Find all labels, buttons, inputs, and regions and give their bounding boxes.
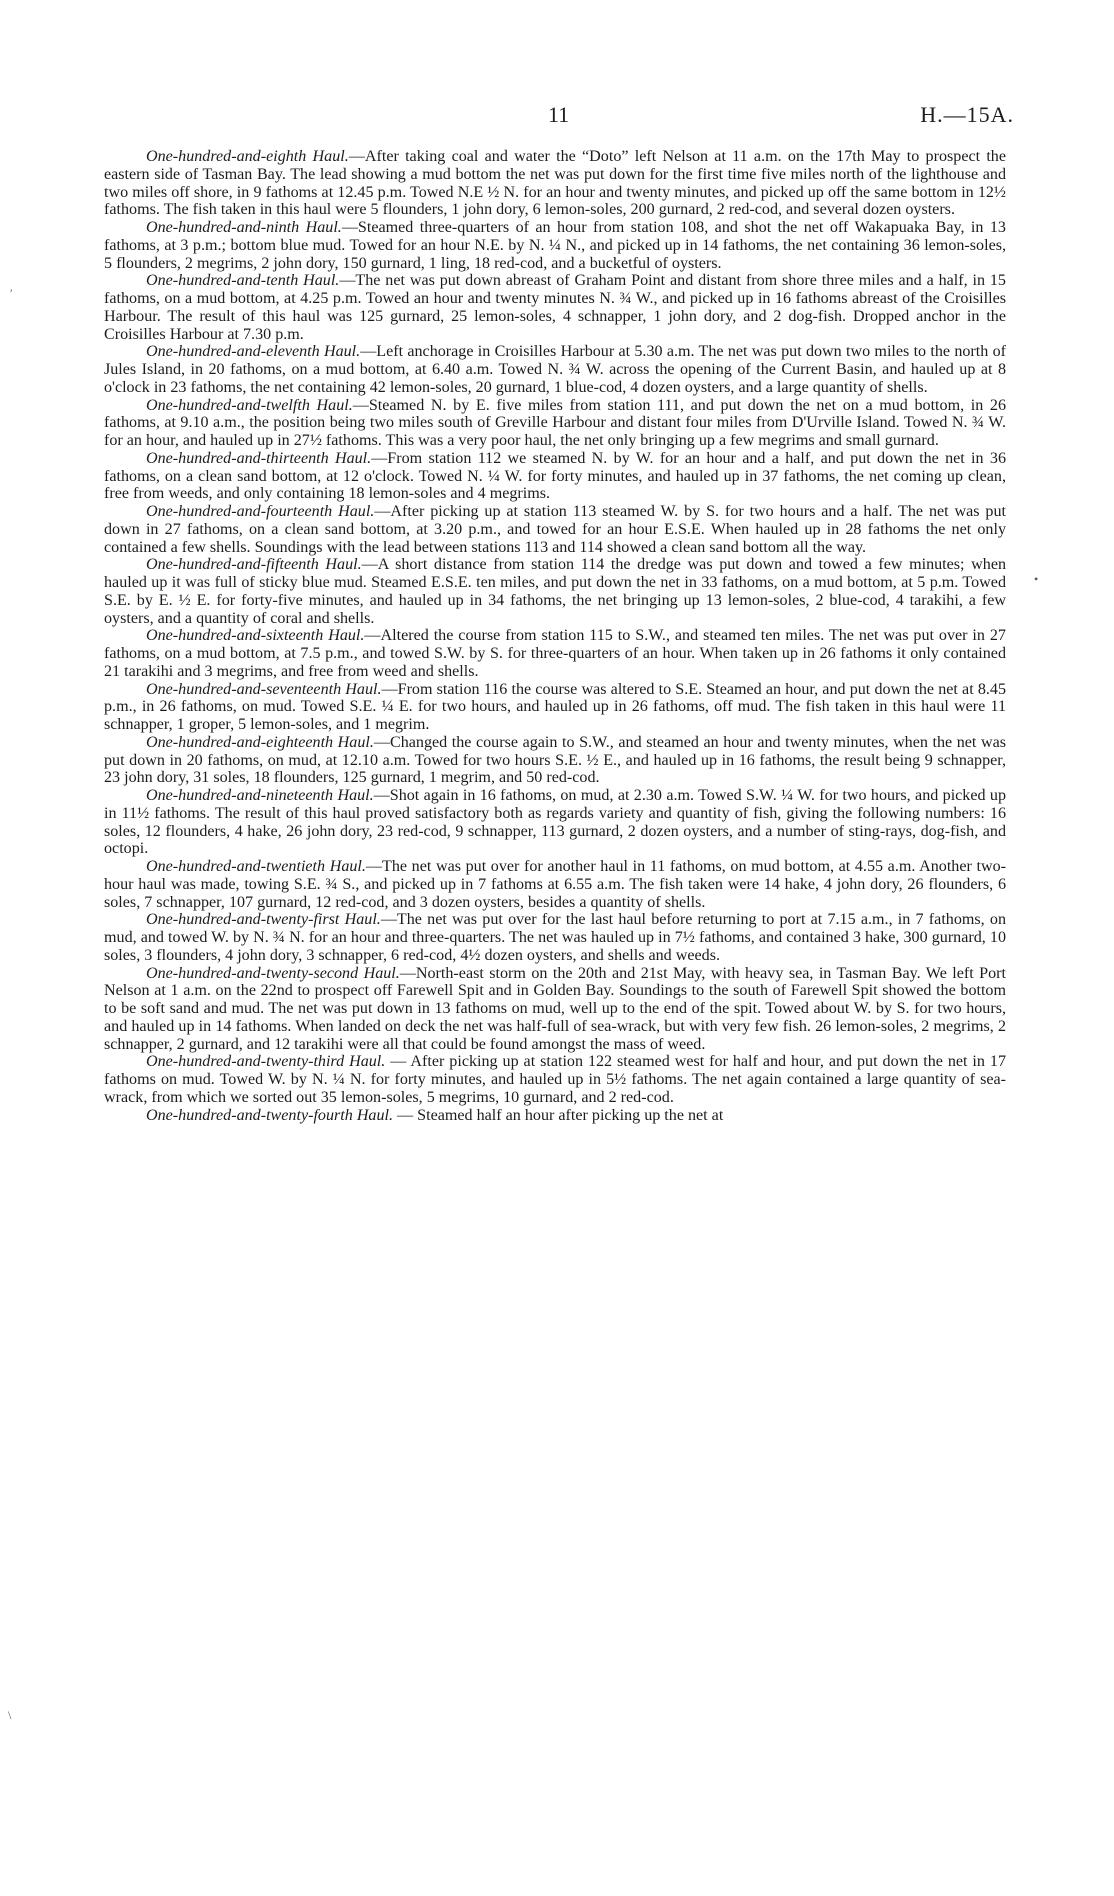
- haul-heading: One-hundred-and-fourteenth Haul.: [146, 503, 375, 520]
- haul-paragraph: [104, 965, 1006, 1054]
- haul-text: —Left anchorage in Croisilles Harbour at 5.30 a.m. The net was put down two miles to the north of Jules Island, in 20 fathoms, on a mud bottom, at 6.40 a.m. Towed N. ¾ W. across the opening of the Current Basin, and hauled up at 8 o'clock in 23 fathoms, the net containing 42 lemon-soles, 20 gurnard, 1 blue-cod, 4 dozen oysters, and a large quantity of shells.: [104, 343, 1007, 396]
- haul-paragraph: [104, 627, 1006, 680]
- haul-heading: One-hundred-and-seventeenth Haul.: [146, 680, 382, 698]
- haul-heading: One-hundred-and-twelfth Haul.: [146, 396, 353, 414]
- haul-heading: One-hundred-and-nineteenth Haul.: [146, 787, 374, 804]
- haul-heading: One-hundred-and-twenty-fourth Haul.: [146, 1106, 394, 1124]
- margin-mark: ′: [10, 286, 13, 300]
- haul-text: — Steamed half an hour after picking up the net at: [393, 1106, 724, 1124]
- haul-paragraph: [104, 787, 1006, 858]
- haul-paragraph: [104, 343, 1006, 396]
- haul-text: —Changed the course again to S.W., and steamed an hour and twenty minutes, when the net was put down in 20 fathoms, on mud, at 12.10 a.m. Towed for two hours S.E. ½ E., and hauled up in 16 fathoms, the result being 9 schnapper, 23 john dory, 31 soles, 18 flounders, 125 gurnard, 1 megrim, and 50 red-cod.: [104, 733, 1006, 787]
- haul-text: — After picking up at station 122 steamed west for half and hour, and put down the net in 17 fathoms on mud. Towed W. by N. ¼ N. for forty minutes, and hauled up in 5½ fathoms. The net again contained a large quantity of sea-wrack, from which we sorted out 35 lemon-soles, 5 megrims, 10 gurnard, and 2 red-cod.: [104, 1053, 1006, 1106]
- haul-paragraph: [104, 397, 1006, 450]
- haul-paragraph: [104, 911, 1006, 964]
- haul-paragraph: [104, 734, 1006, 787]
- document-reference: H.—15A.: [920, 102, 1014, 127]
- haul-heading: One-hundred-and-ninth Haul.: [146, 219, 342, 236]
- haul-text: —Altered the course from station 115 to S.W., and steamed ten miles. The net was put over in 27 fathoms, on a mud bottom, at 7.5 p.m., and towed S.W. by S. for three-quarters of an hour. When taken up in 26 fathoms it only contained 21 tarakihi and 3 megrims, and free from weed and shells.: [104, 627, 1006, 680]
- haul-paragraph: [104, 503, 1006, 556]
- haul-text: —Steamed N. by E. five miles from station 111, and put down the net on a mud bottom, in 26 fathoms, at 9.10 a.m., the position being two miles south of Greville Harbour and distant four miles from D'Urville Island. Towed N. ¾ W. for an hour, and hauled up in 27½ fathoms. This was a very poor haul, the net only bringing up a few megrims and small gurnard.: [104, 396, 1006, 449]
- haul-paragraph: [104, 148, 1006, 219]
- haul-paragraph: [104, 858, 1006, 911]
- page-number: 11: [548, 102, 570, 127]
- haul-paragraph: [104, 450, 1006, 503]
- haul-heading: One-hundred-and-eighteenth Haul.: [146, 733, 374, 751]
- haul-heading: One-hundred-and-twenty-second Haul.: [146, 964, 400, 982]
- haul-paragraph: [104, 1053, 1006, 1106]
- haul-heading: One-hundred-and-thirteenth Haul.: [146, 449, 372, 467]
- body-text: [104, 148, 1006, 1124]
- haul-text: —Steamed three-quarters of an hour from station 108, and shot the net off Wakapuaka Bay, in 13 fathoms, at 3 p.m.; bottom blue mud. Towed for an hour N.E. by N. ¼ N., and picked up in 14 fathoms, the net containing 36 lemon-soles, 5 flounders, 2 megrims, 2 john dory, 150 gurnard, 1 ling, 18 red-cod, and a bucketful of oysters.: [104, 219, 1006, 272]
- haul-text: —From station 116 the course was altered to S.E. Steamed an hour, and put down the net at 8.45 p.m., in 26 fathoms, on mud. Towed S.E. ¼ E. for two hours, and hauled up in 26 fathoms, off mud. The fish taken in this haul were 11 schnapper, 1 groper, 5 lemon-soles, and 1 megrim.: [104, 680, 1006, 733]
- haul-paragraph: [104, 219, 1006, 272]
- haul-text: —The net was put over for another haul in 11 fathoms, on mud bottom, at 4.55 a.m. Another two-hour haul was made, towing S.E. ¾ S., and picked up in 7 fathoms at 6.55 a.m. The fish taken were 14 hake, 4 john dory, 26 flounders, 6 soles, 7 schnapper, 107 gurnard, 12 red-cod, and 3 dozen oysters, besides a quantity of shells.: [104, 858, 1006, 911]
- haul-paragraph: [104, 556, 1006, 627]
- haul-paragraph: [104, 1107, 1006, 1125]
- haul-paragraph: [104, 272, 1006, 343]
- haul-text: —After picking up at station 113 steamed W. by S. for two hours and a half. The net was put down in 27 fathoms, on a clean sand bottom, at 3.20 p.m., and towed for an hour E.S.E. When hauled up in 28 fathoms the net only contained a few shells. Soundings with the lead between stations 113 and 114 showed a clean sand bottom all the way.: [104, 503, 1006, 556]
- haul-heading: One-hundred-and-sixteenth Haul.: [146, 627, 365, 645]
- haul-heading: One-hundred-and-fifteenth Haul.: [146, 556, 362, 574]
- haul-text: —Shot again in 16 fathoms, on mud, at 2.30 a.m. Towed S.W. ¼ W. for two hours, and picked up in 11½ fathoms. The result of this haul proved satisfactory both as regards variety and quantity of fish, giving the following numbers: 16 soles, 12 flounders, 4 hake, 26 john dory, 23 red-cod, 9 schnapper, 113 gurnard, 2 dozen oysters, and a number of sting-rays, dog-fish, and octopi.: [104, 787, 1006, 858]
- haul-text: —After taking coal and water the “Doto” left Nelson at 11 a.m. on the 17th May to prospect the eastern side of Tasman Bay. The lead showing a mud bottom the net was put down for the first time five miles north of the lighthouse and two miles off shore, in 9 fathoms at 12.45 p.m. Towed N.E ½ N. for an hour and twenty minutes, and picked up off the same bottom in 12½ fathoms. The fish taken in this haul were 5 flounders, 1 john dory, 6 lemon-soles, 200 gurnard, 2 red-cod, and several dozen oysters.: [104, 148, 1006, 219]
- page-header: [0, 102, 1114, 132]
- haul-heading: One-hundred-and-twenty-first Haul.: [146, 911, 381, 929]
- haul-text: —North-east storm on the 20th and 21st May, with heavy sea, in Tasman Bay. We left Port Nelson at 1 a.m. on the 22nd to prospect off Farewell Spit and in Golden Bay. Soundings to the south of Farewell Spit showed the bottom to be soft sand and mud. The net was put down in 13 fathoms on mud, well up to the end of the spit. Towed about W. by S. for two hours, and hauled up in 14 fathoms. When landed on deck the net was half-full of sea-wrack, but with very few fish. 26 lemon-soles, 2 megrims, 2 schnapper, 2 gurnard, and 12 tarakihi were all that could be found amongst the mass of weed.: [104, 964, 1006, 1053]
- haul-heading: One-hundred-and-tenth Haul.: [146, 272, 340, 290]
- haul-heading: One-hundred-and-twenty-third Haul.: [146, 1053, 386, 1071]
- haul-text: —From station 112 we steamed N. by W. for an hour and a half, and put down the net in 36 fathoms, on a clean sand bottom, at 12 o'clock. Towed N. ¼ W. for forty minutes, and hauled up in 37 fathoms, the net coming up clean, free from weeds, and only containing 18 lemon-soles and 4 megrims.: [104, 449, 1006, 503]
- margin-mark: \: [8, 1708, 12, 1722]
- haul-heading: One-hundred-and-eighth Haul.: [146, 148, 349, 165]
- haul-heading: One-hundred-and-twentieth Haul.: [146, 858, 366, 875]
- margin-dot: •: [1034, 572, 1039, 586]
- haul-paragraph: [104, 681, 1006, 734]
- haul-text: —The net was put down abreast of Graham Point and distant from shore three miles and a half, in 15 fathoms, on a mud bottom, at 4.25 p.m. Towed an hour and twenty minutes N. ¾ W., and picked up in 16 fathoms abreast of the Croisilles Harbour. The result of this haul was 125 gurnard, 25 lemon-soles, 4 schnapper, 1 john dory, and 2 dog-fish. Dropped anchor in the Croisilles Harbour at 7.30 p.m.: [104, 272, 1006, 343]
- haul-text: —A short distance from station 114 the dredge was put down and towed a few minutes; when hauled up it was full of sticky blue mud. Steamed E.S.E. ten miles, and put down the net in 33 fathoms, on a mud bottom, at 5 p.m. Towed S.E. by E. ½ E. for forty-five minutes, and hauled up in 34 fathoms, the net bringing up 13 lemon-soles, 2 blue-cod, 4 tarakihi, a few oysters, and a quantity of coral and shells.: [104, 556, 1007, 627]
- haul-text: —The net was put over for the last haul before returning to port at 7.15 a.m., in 7 fathoms, on mud, and towed W. by N. ¾ N. for an hour and three-quarters. The net was hauled up in 7½ fathoms, and contained 3 hake, 300 gurnard, 10 soles, 3 flounders, 4 john dory, 3 schnapper, 6 red-cod, 4½ dozen oysters, and shells and weeds.: [104, 911, 1006, 964]
- haul-heading: One-hundred-and-eleventh Haul.: [146, 343, 361, 361]
